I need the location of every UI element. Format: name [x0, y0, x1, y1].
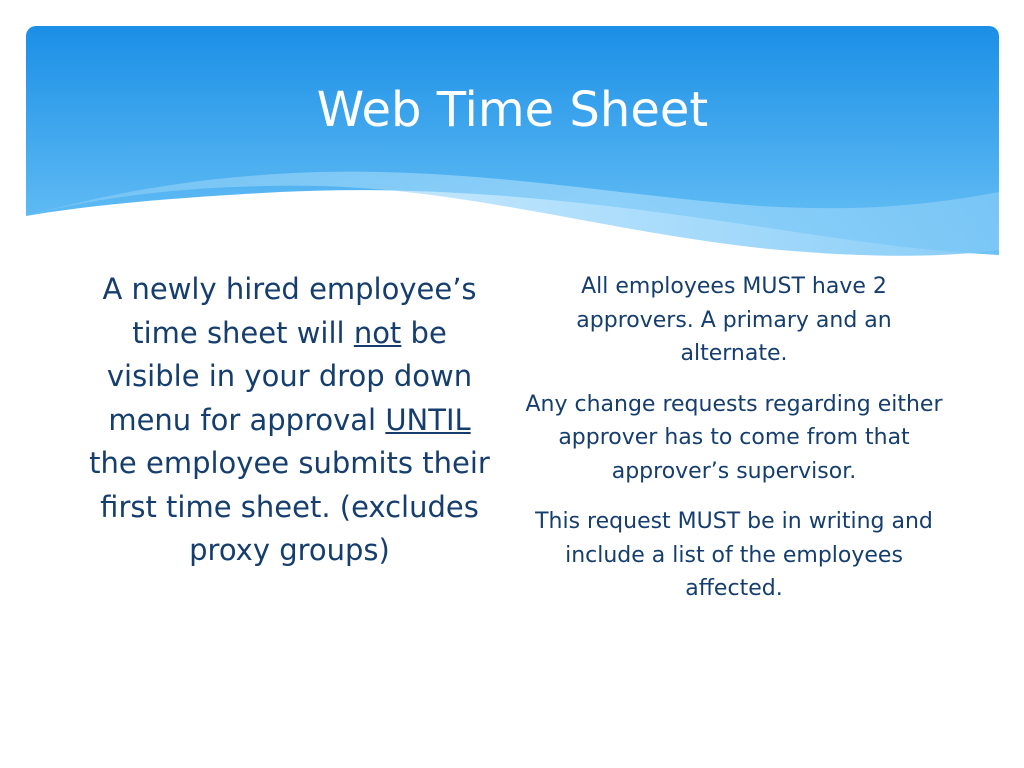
- change-requests-paragraph: Any change requests regarding either approver has to come from that approver’s supervisor.: [525, 391, 943, 484]
- written-request-paragraph: This request MUST be in writing and include a list of the employees affected.: [535, 509, 933, 601]
- approvers-paragraph: All employees MUST have 2 approvers. A primary and an alternate.: [576, 274, 892, 366]
- emphasis-until: UNTIL: [385, 402, 471, 437]
- left-text-part-2: be visible in your drop down menu for approval: [106, 315, 473, 437]
- slide-title: Web Time Sheet: [316, 82, 709, 138]
- left-text-part-1: A newly hired employee’s time sheet will: [102, 272, 477, 350]
- left-text-part-3: the employee submits their first time sheet. (excludes proxy groups): [89, 446, 490, 567]
- emphasis-not: not: [353, 315, 402, 350]
- left-body-text: [82, 268, 497, 573]
- right-body-text: [524, 270, 944, 623]
- header-wave-band: [0, 0, 1024, 300]
- newly-hired-paragraph: [82, 268, 497, 573]
